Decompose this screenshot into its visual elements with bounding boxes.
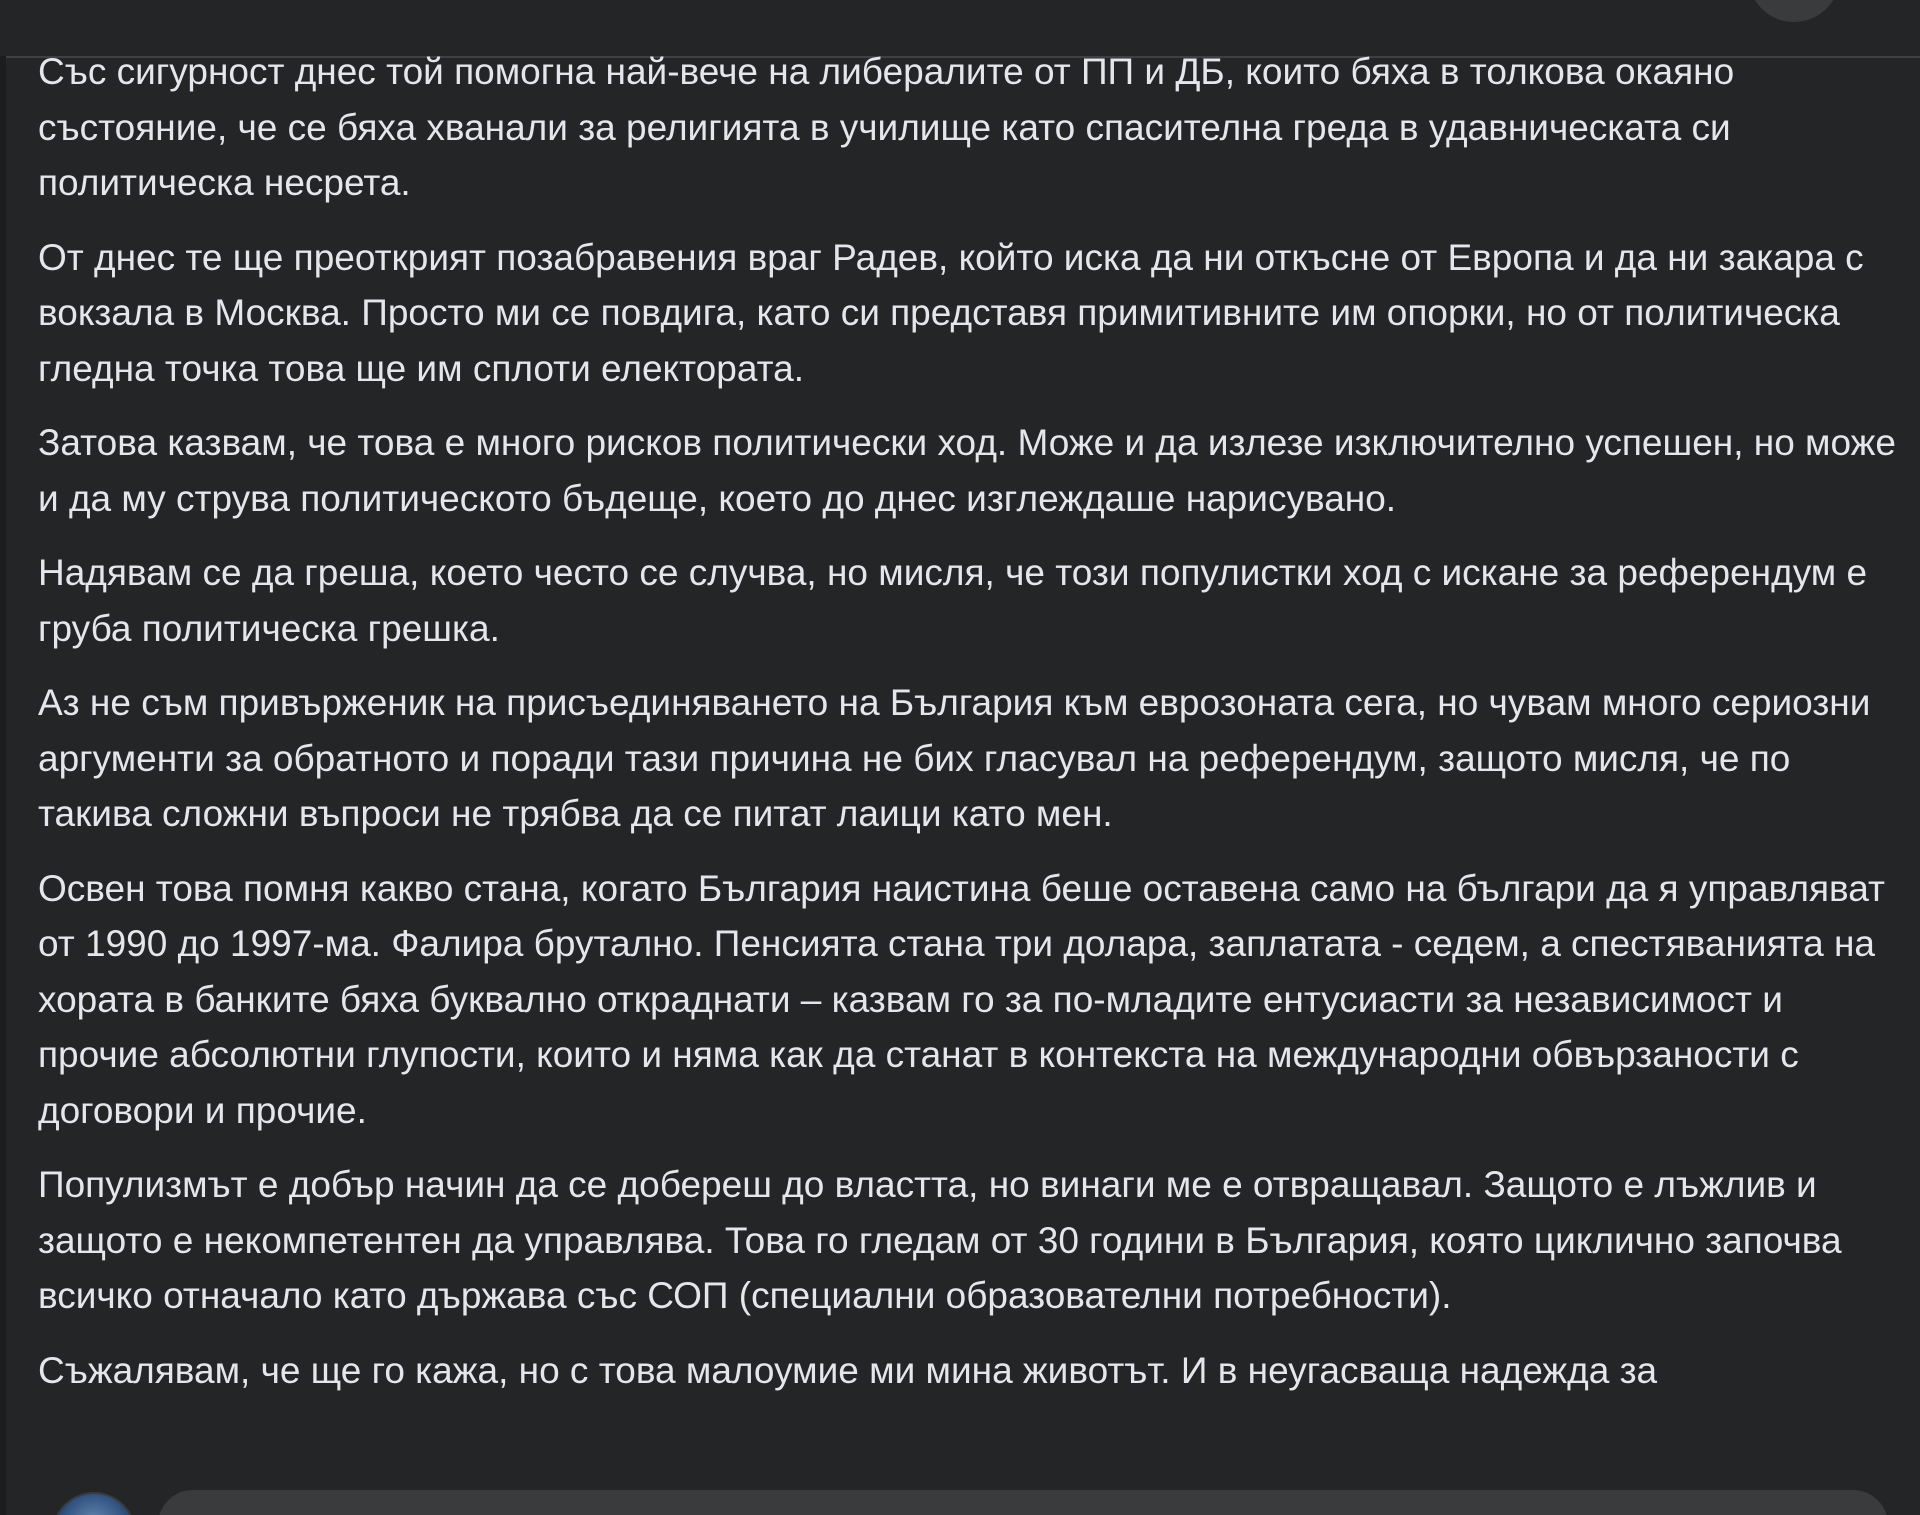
post-paragraph: Аз не съм привърженик на присъединяването на България към еврозоната сега, но чувам много сериозни аргументи за обратното и поради тази причина не бих гласувал на референдум, защото мисля, че по такива сложни въпроси не трябва да се питат лаици като мен. bbox=[38, 682, 1871, 834]
post-paragraph: Затова казвам, че това е много рисков политически ход. Може и да излезе изключително успешен, но може и да му струва политическото бъдеще, което до днес изглеждаше нарисувано. bbox=[38, 422, 1896, 519]
post-paragraph: От днес те ще преоткрият позабравения враг Радев, който иска да ни откъсне от Европа и да ни закара с вокзала в Москва. Просто ми се повдига, като си представя примитивните им опорки, но от политическа гледна точка това ще им сплоти електората. bbox=[38, 236, 1864, 389]
post-paragraph: Надявам се да греша, което често се случва, но мисля, че този популистки ход с искане за референдум е груба политическа грешка. bbox=[38, 552, 1868, 649]
post-paragraph: Популизмът е добър начин да се добереш до властта, но винаги ме е отвращавал. Защото е лъжлив и защото е некомпетентен да управлява. Това го гледам от 30 години в България, която циклично започва всичко отначало като държава със СОП (специални образователни потребности). bbox=[38, 1164, 1842, 1316]
post-paragraph: Със сигурност днес той помогна най-вече на либералите от ПП и ДБ, които бяха в толкова окаяно състояние, че се бяха хванали за религията в училище като спасителна греда в удавническата си политическа несрета. bbox=[38, 51, 1735, 203]
comment-composer bbox=[0, 1480, 1920, 1515]
comment-input[interactable] bbox=[158, 1490, 1888, 1515]
avatar[interactable] bbox=[52, 1492, 136, 1515]
post-text bbox=[38, 44, 1908, 1417]
left-divider bbox=[0, 56, 6, 1515]
post-paragraph: Освен това помня какво стана, когато България наистина беше оставена само на българи да я управляват от 1990 до 1997-ма. Фалира брутално. Пенсията стана три долара, заплатата - седем, а спестяванията на хората в банките бяха буквално откраднати – казвам го за по-младите ентусиасти за независимост и прочие абсолютни глупости, които и няма как да станат в контекста на международни обвързаности с договори и прочие. bbox=[38, 867, 1885, 1131]
close-button[interactable] bbox=[1748, 0, 1840, 22]
post-paragraph: Съжалявам, че ще го кажа, но с това малоумие ми мина животът. И в неугасваща надежда за bbox=[38, 1349, 1658, 1391]
